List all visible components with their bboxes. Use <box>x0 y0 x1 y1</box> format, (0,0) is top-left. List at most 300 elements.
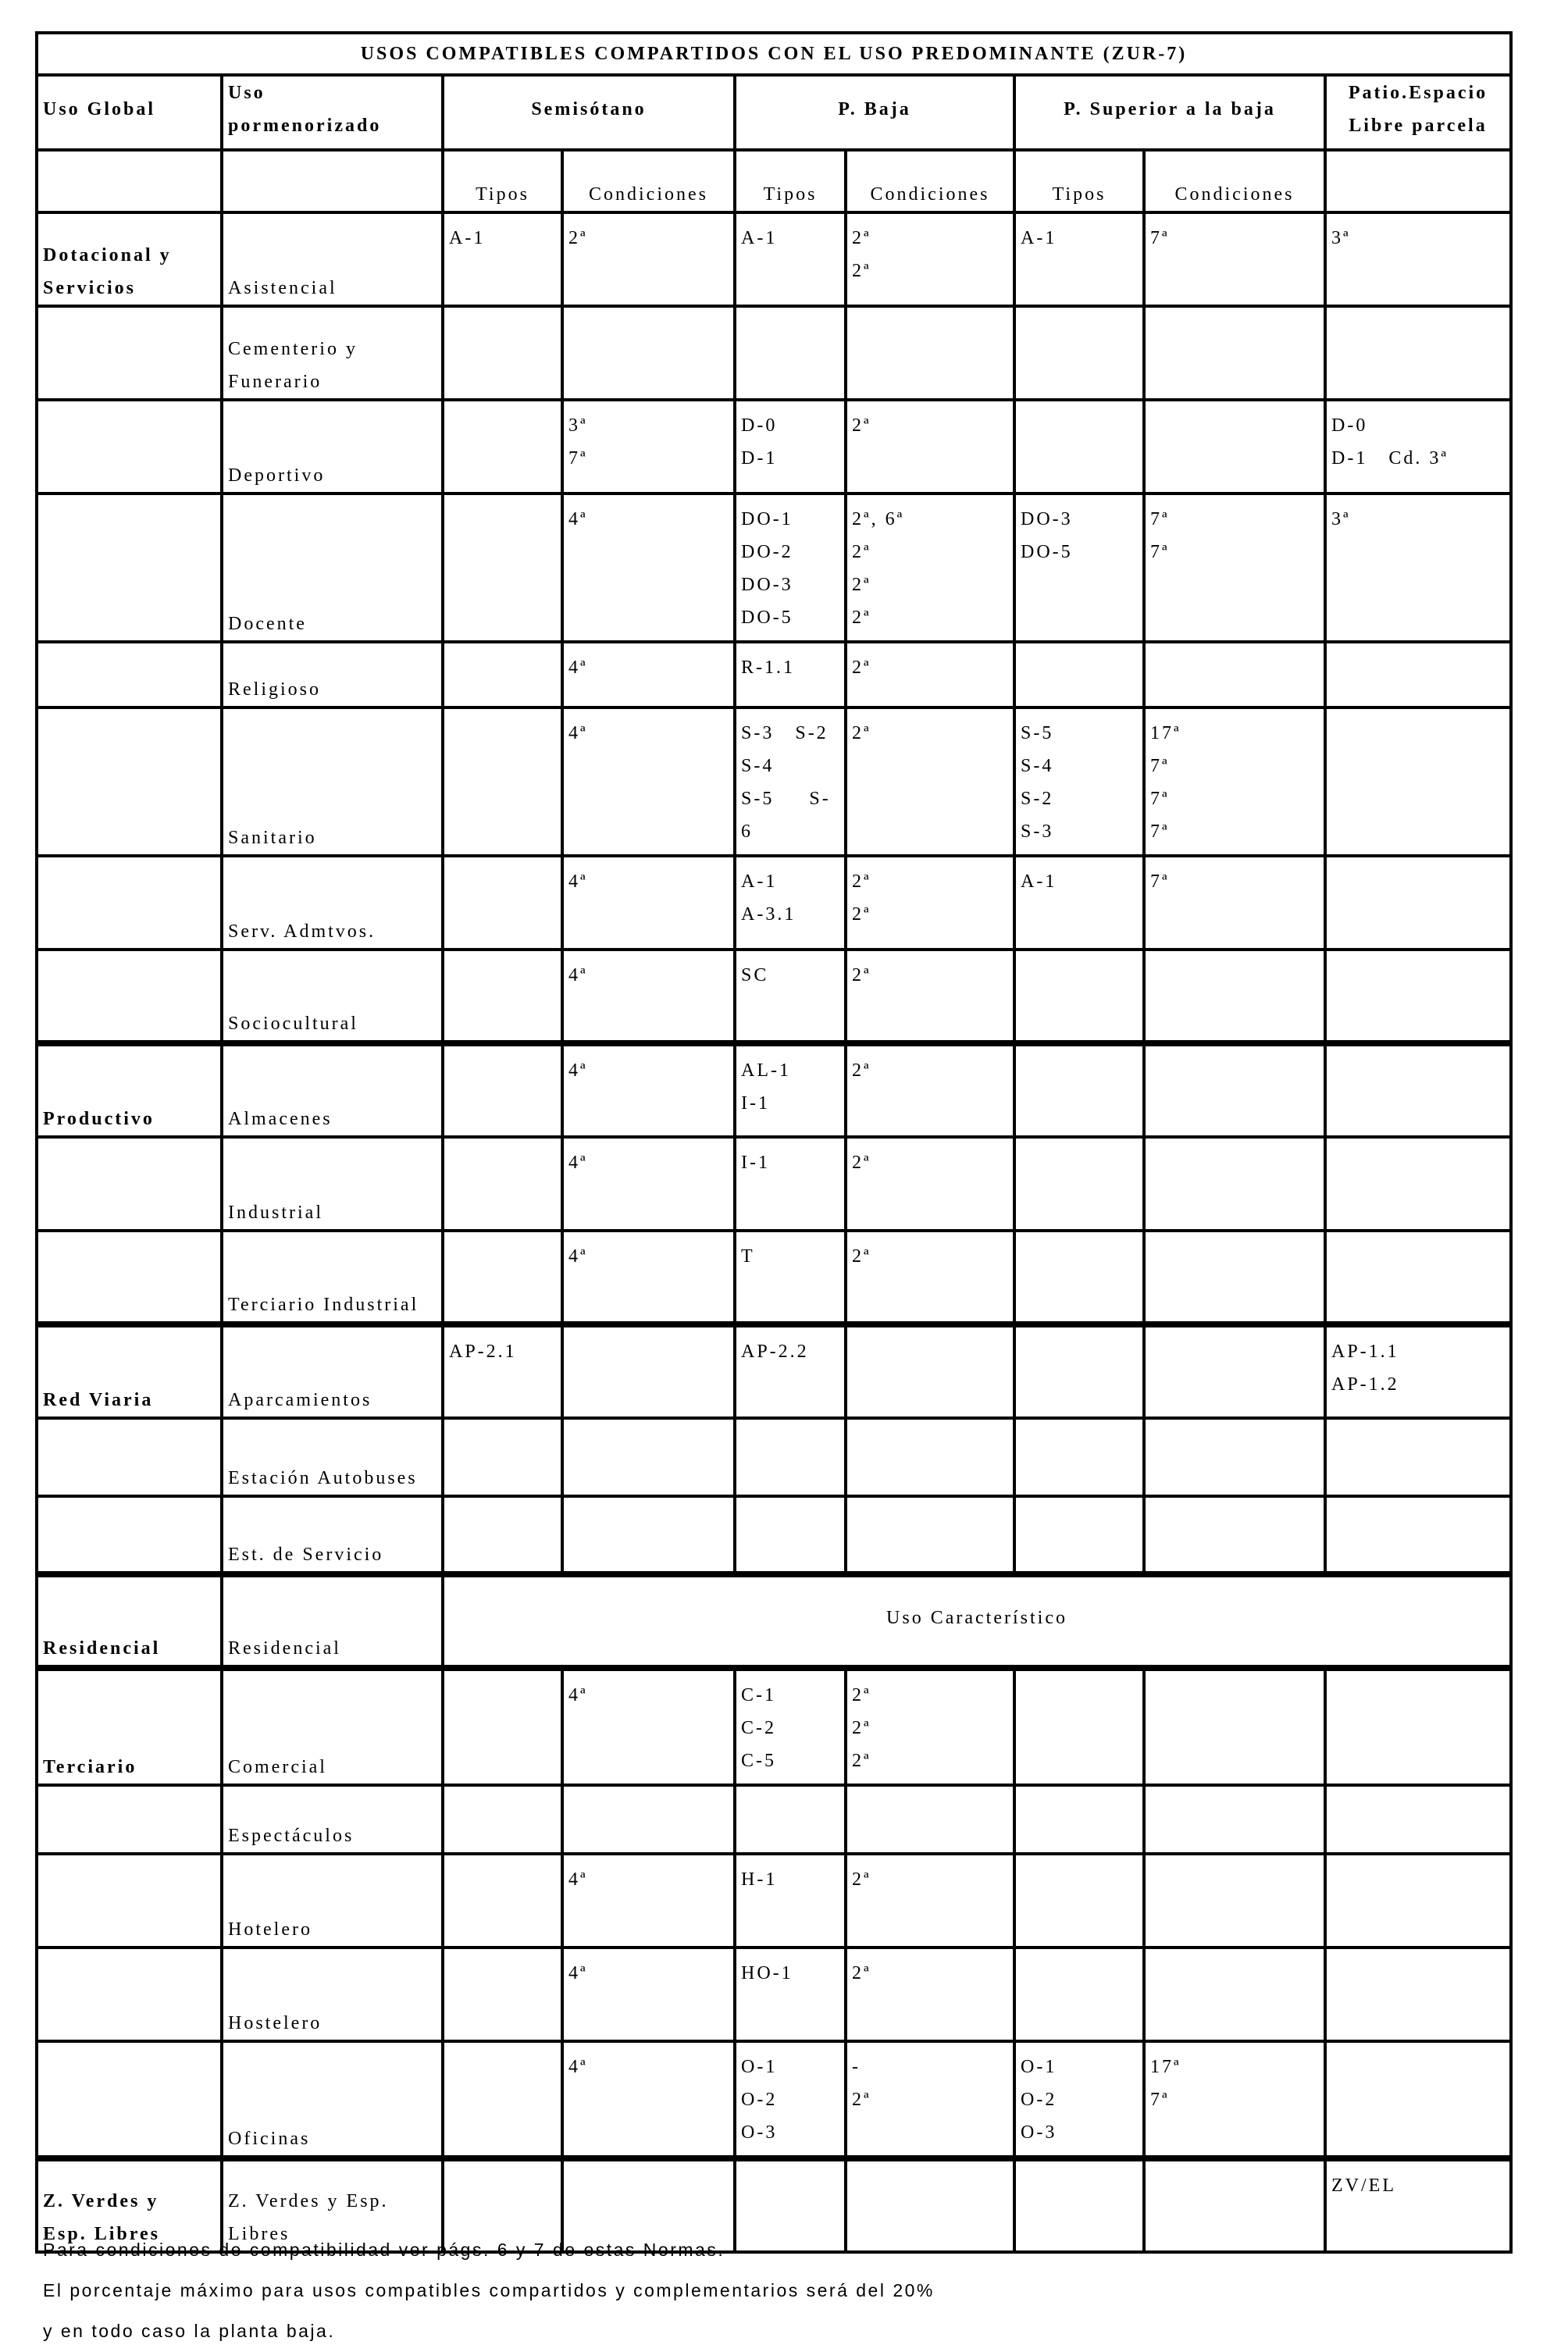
baja-tipos-cell <box>735 400 846 494</box>
table-row <box>37 2041 1511 2158</box>
uso-pormenorizado-cell <box>222 2041 443 2158</box>
semisotano-condiciones-cell <box>562 707 735 856</box>
baja-tipos-cell <box>735 1418 846 1496</box>
header-patio-line: Libre parcela <box>1349 116 1488 136</box>
baja-condiciones-cell-line: 2ª <box>852 723 871 743</box>
uso-global-cell <box>37 707 222 856</box>
superior-condiciones-cell-line: 17ª <box>1150 723 1181 743</box>
superior-tipos-cell <box>1014 1496 1144 1574</box>
baja-tipos-cell-line: C-1 <box>741 1685 776 1705</box>
patio-cell <box>1325 212 1511 306</box>
baja-tipos-cell-line: S-4 <box>741 756 775 776</box>
uso-pormenorizado-cell-line: Funerario <box>228 372 323 392</box>
uso-global-cell-line: Z. Verdes y <box>43 2191 159 2211</box>
superior-tipos-cell-line: O-3 <box>1021 2122 1057 2143</box>
uso-pormenorizado-cell <box>222 1418 443 1496</box>
baja-tipos-cell-line: 6 <box>741 821 753 842</box>
semisotano-condiciones-cell <box>562 1137 735 1231</box>
uso-pormenorizado-cell <box>222 1043 443 1137</box>
baja-tipos-cell-line: S-3 S-2 <box>741 723 829 743</box>
table-row <box>37 1496 1511 1574</box>
semisotano-tipos-cell <box>443 1496 562 1574</box>
superior-condiciones-cell <box>1144 950 1325 1043</box>
baja-condiciones-cell <box>846 1418 1014 1496</box>
uso-global-cell-line: Servicios <box>43 278 136 298</box>
subheader-condiciones: Condiciones <box>1144 150 1325 212</box>
footnote: Para condiciones de compatibilidad ver págs. 6 y 7 de estas Normas. <box>43 2240 725 2260</box>
uso-pormenorizado-cell <box>222 1574 443 1668</box>
patio-cell-line: D-0 <box>1331 415 1368 436</box>
superior-tipos-cell <box>1014 400 1144 494</box>
baja-condiciones-cell-line: 2ª <box>852 965 871 985</box>
semisotano-condiciones-cell-line: 4ª <box>568 1060 588 1081</box>
semisotano-tipos-cell <box>443 1668 562 1785</box>
superior-condiciones-cell <box>1144 400 1325 494</box>
baja-tipos-cell-line: AL-1 <box>741 1060 791 1081</box>
baja-tipos-cell <box>735 1324 846 1418</box>
baja-condiciones-cell <box>846 1231 1014 1324</box>
compatibility-table-sheet <box>35 31 1509 2254</box>
superior-tipos-cell <box>1014 212 1144 306</box>
superior-tipos-cell-line: S-5 <box>1021 723 1054 743</box>
table-row <box>37 494 1511 642</box>
baja-tipos-cell-line: T <box>741 1246 755 1267</box>
semisotano-condiciones-cell <box>562 950 735 1043</box>
uso-pormenorizado-cell <box>222 1324 443 1418</box>
patio-cell <box>1325 1137 1511 1231</box>
superior-tipos-cell <box>1014 306 1144 400</box>
table-row <box>37 707 1511 856</box>
baja-tipos-cell-line: C-5 <box>741 1751 776 1771</box>
uso-pormenorizado-cell-line: Est. de Servicio <box>228 1545 384 1565</box>
semisotano-tipos-cell <box>443 856 562 950</box>
semisotano-condiciones-cell-line: 4ª <box>568 2057 588 2077</box>
superior-condiciones-cell-line: 7ª <box>1150 821 1170 842</box>
uso-global-cell-line: Productivo <box>43 1109 155 1129</box>
patio-cell <box>1325 1043 1511 1137</box>
uso-pormenorizado-cell <box>222 306 443 400</box>
baja-condiciones-cell-line: 2ª <box>852 575 871 595</box>
uso-pormenorizado-cell-line: Aparcamientos <box>228 1390 372 1410</box>
uso-pormenorizado-cell-line: Estación Autobuses <box>228 1468 418 1488</box>
semisotano-tipos-cell <box>443 1231 562 1324</box>
subheader-empty <box>222 150 443 212</box>
superior-tipos-cell <box>1014 707 1144 856</box>
patio-cell <box>1325 1785 1511 1854</box>
superior-tipos-cell-line: S-3 <box>1021 821 1054 842</box>
baja-tipos-cell-line: DO-3 <box>741 575 793 595</box>
table-row <box>37 950 1511 1043</box>
table-row <box>37 856 1511 950</box>
semisotano-condiciones-cell <box>562 642 735 707</box>
superior-condiciones-cell <box>1144 1496 1325 1574</box>
baja-tipos-cell-line: AP-2.2 <box>741 1342 809 1362</box>
baja-tipos-cell-line: DO-5 <box>741 608 793 628</box>
uso-pormenorizado-cell <box>222 642 443 707</box>
semisotano-tipos-cell <box>443 1785 562 1854</box>
uso-pormenorizado-cell <box>222 856 443 950</box>
baja-tipos-cell <box>735 642 846 707</box>
semisotano-condiciones-cell-line: 4ª <box>568 657 588 678</box>
uso-pormenorizado-cell <box>222 494 443 642</box>
baja-condiciones-cell-line: 2ª <box>852 228 871 248</box>
uso-pormenorizado-cell <box>222 1496 443 1574</box>
baja-tipos-cell-line: A-1 <box>741 871 778 892</box>
uso-global-cell <box>37 1231 222 1324</box>
baja-condiciones-cell <box>846 400 1014 494</box>
patio-cell-line: ZV/EL <box>1331 2176 1396 2196</box>
baja-tipos-cell <box>735 1948 846 2041</box>
table-row <box>37 1324 1511 1418</box>
table-row <box>37 400 1511 494</box>
semisotano-condiciones-cell-line: 4ª <box>568 1246 588 1267</box>
baja-condiciones-cell <box>846 1496 1014 1574</box>
semisotano-tipos-cell <box>443 1854 562 1948</box>
superior-tipos-cell <box>1014 950 1144 1043</box>
baja-tipos-cell <box>735 494 846 642</box>
semisotano-tipos-cell <box>443 306 562 400</box>
superior-condiciones-cell-line: 7ª <box>1150 756 1170 776</box>
patio-cell <box>1325 1948 1511 2041</box>
baja-condiciones-cell <box>846 1324 1014 1418</box>
semisotano-condiciones-cell-line: 4ª <box>568 871 588 892</box>
uso-global-cell-line: Terciario <box>43 1757 137 1777</box>
baja-condiciones-cell <box>846 306 1014 400</box>
uso-global-cell <box>37 494 222 642</box>
table-row <box>37 642 1511 707</box>
uso-global-cell <box>37 1324 222 1418</box>
superior-condiciones-cell <box>1144 1043 1325 1137</box>
uso-pormenorizado-cell-line: Cementerio y <box>228 339 358 359</box>
baja-tipos-cell-line: H-1 <box>741 1869 778 1890</box>
baja-condiciones-cell-line: 2ª <box>852 1751 871 1771</box>
superior-tipos-cell <box>1014 856 1144 950</box>
semisotano-tipos-cell <box>443 950 562 1043</box>
superior-condiciones-cell-line: 7ª <box>1150 789 1170 809</box>
uso-pormenorizado-cell <box>222 1785 443 1854</box>
uso-pormenorizado-cell <box>222 400 443 494</box>
baja-condiciones-cell <box>846 1785 1014 1854</box>
uso-global-cell <box>37 1137 222 1231</box>
baja-condiciones-cell-line: 2ª <box>852 2090 871 2110</box>
semisotano-condiciones-cell <box>562 1668 735 1785</box>
baja-condiciones-cell <box>846 212 1014 306</box>
uso-global-cell <box>37 1854 222 1948</box>
superior-condiciones-cell-line: 7ª <box>1150 509 1170 529</box>
baja-condiciones-cell-line: 2ª <box>852 1153 871 1173</box>
baja-tipos-cell <box>735 1137 846 1231</box>
uso-pormenorizado-cell-line: Libres <box>228 2224 290 2244</box>
semisotano-condiciones-cell <box>562 400 735 494</box>
superior-condiciones-cell <box>1144 494 1325 642</box>
superior-tipos-cell-line: O-2 <box>1021 2090 1057 2110</box>
uso-global-cell <box>37 1785 222 1854</box>
header-uso-pormenorizado-line: pormenorizado <box>228 116 382 136</box>
semisotano-condiciones-cell-line: 4ª <box>568 1153 588 1173</box>
table-row <box>37 1574 1511 1668</box>
subheader-tipos: Tipos <box>735 150 846 212</box>
baja-tipos-cell <box>735 1496 846 1574</box>
patio-cell <box>1325 1496 1511 1574</box>
baja-condiciones-cell <box>846 2041 1014 2158</box>
superior-tipos-cell <box>1014 2041 1144 2158</box>
patio-cell-line: AP-1.1 <box>1331 1342 1399 1362</box>
header-semisotano: Semisótano <box>443 75 735 150</box>
compatibility-table <box>35 31 1513 2254</box>
uso-global-cell-line: Esp. Libres <box>43 2224 160 2244</box>
baja-condiciones-cell <box>846 1948 1014 2041</box>
uso-pormenorizado-cell-line: Z. Verdes y Esp. <box>228 2191 389 2211</box>
baja-tipos-cell-line: HO-1 <box>741 1963 793 1983</box>
superior-tipos-cell <box>1014 1785 1144 1854</box>
uso-pormenorizado-cell <box>222 1231 443 1324</box>
semisotano-condiciones-cell-line: 4ª <box>568 965 588 985</box>
uso-pormenorizado-cell-line: Serv. Admtvos. <box>228 921 376 942</box>
patio-cell <box>1325 1854 1511 1948</box>
superior-condiciones-cell <box>1144 1231 1325 1324</box>
baja-tipos-cell <box>735 1668 846 1785</box>
uso-pormenorizado-cell <box>222 950 443 1043</box>
semisotano-condiciones-cell <box>562 2041 735 2158</box>
patio-cell-line: 3ª <box>1331 228 1351 248</box>
baja-tipos-cell <box>735 212 846 306</box>
uso-pormenorizado-cell-line: Docente <box>228 614 307 634</box>
superior-tipos-cell-line: A-1 <box>1021 871 1057 892</box>
baja-tipos-cell <box>735 1785 846 1854</box>
table-row <box>37 1854 1511 1948</box>
header-uso-pormenorizado-line: Uso <box>228 83 265 103</box>
uso-global-cell <box>37 1668 222 1785</box>
baja-condiciones-cell-line: 2ª <box>852 657 871 678</box>
patio-cell <box>1325 707 1511 856</box>
uso-pormenorizado-cell-line: Residencial <box>228 1638 341 1659</box>
uso-global-cell <box>37 306 222 400</box>
semisotano-condiciones-cell-line: 3ª <box>568 415 588 436</box>
uso-pormenorizado-cell-line: Almacenes <box>228 1109 333 1129</box>
baja-tipos-cell <box>735 707 846 856</box>
baja-condiciones-cell <box>846 494 1014 642</box>
semisotano-tipos-cell <box>443 1418 562 1496</box>
uso-global-cell <box>37 400 222 494</box>
uso-global-cell <box>37 642 222 707</box>
baja-tipos-cell-line: D-0 <box>741 415 778 436</box>
semisotano-condiciones-cell-line: 4ª <box>568 1963 588 1983</box>
subheader-empty <box>1325 150 1511 212</box>
semisotano-tipos-cell <box>443 1948 562 2041</box>
uso-global-cell-line: Dotacional y <box>43 245 172 265</box>
table-row <box>37 1137 1511 1231</box>
baja-condiciones-cell-line: 2ª <box>852 1963 871 1983</box>
header-patio-espacio-libre <box>1325 75 1511 150</box>
semisotano-tipos-cell <box>443 1324 562 1418</box>
table-row <box>37 306 1511 400</box>
semisotano-condiciones-cell-line: 4ª <box>568 723 588 743</box>
semisotano-condiciones-cell <box>562 1418 735 1496</box>
superior-condiciones-cell-line: 7ª <box>1150 871 1170 892</box>
superior-tipos-cell <box>1014 1948 1144 2041</box>
uso-caracteristico-cell: Uso Característico <box>443 1574 1511 1668</box>
header-planta-superior: P. Superior a la baja <box>1014 75 1325 150</box>
header-uso-global: Uso Global <box>37 75 222 150</box>
baja-condiciones-cell <box>846 1668 1014 1785</box>
baja-condiciones-cell-line: 2ª <box>852 261 871 281</box>
superior-condiciones-cell <box>1144 212 1325 306</box>
uso-pormenorizado-cell-line: Terciario Industrial <box>228 1295 419 1315</box>
uso-global-cell <box>37 2041 222 2158</box>
superior-condiciones-cell <box>1144 1324 1325 1418</box>
superior-condiciones-cell-line: 7ª <box>1150 228 1170 248</box>
subheader-condiciones: Condiciones <box>562 150 735 212</box>
baja-tipos-cell <box>735 1231 846 1324</box>
semisotano-condiciones-cell <box>562 494 735 642</box>
baja-condiciones-cell-line: 2ª <box>852 1718 871 1738</box>
semisotano-tipos-cell <box>443 400 562 494</box>
superior-condiciones-cell <box>1144 1948 1325 2041</box>
uso-pormenorizado-cell <box>222 1854 443 1948</box>
uso-pormenorizado-cell-line: Religioso <box>228 679 322 700</box>
superior-tipos-cell <box>1014 1231 1144 1324</box>
patio-cell <box>1325 856 1511 950</box>
footnote: El porcentaje máximo para usos compatibles compartidos y complementarios será del 20% <box>43 2280 935 2300</box>
superior-tipos-cell <box>1014 1137 1144 1231</box>
header-uso-pormenorizado <box>222 75 443 150</box>
semisotano-condiciones-cell <box>562 1496 735 1574</box>
patio-cell <box>1325 306 1511 400</box>
baja-tipos-cell-line: O-2 <box>741 2090 778 2110</box>
superior-condiciones-cell <box>1144 856 1325 950</box>
baja-tipos-cell-line: O-3 <box>741 2122 778 2143</box>
uso-global-cell <box>37 212 222 306</box>
subheader-empty <box>37 150 222 212</box>
patio-cell-line: D-1 Cd. 3ª <box>1331 448 1449 469</box>
baja-tipos-cell-line: S-5 S- <box>741 789 831 809</box>
semisotano-condiciones-cell <box>562 1043 735 1137</box>
baja-tipos-cell-line: I-1 <box>741 1153 770 1173</box>
baja-tipos-cell <box>735 950 846 1043</box>
superior-tipos-cell <box>1014 1418 1144 1496</box>
uso-pormenorizado-cell-line: Hotelero <box>228 1919 312 1940</box>
table-row <box>37 1948 1511 2041</box>
uso-pormenorizado-cell-line: Industrial <box>228 1203 323 1223</box>
semisotano-tipos-cell <box>443 212 562 306</box>
semisotano-tipos-cell <box>443 1043 562 1137</box>
superior-tipos-cell-line: DO-5 <box>1021 542 1073 562</box>
superior-tipos-cell <box>1014 642 1144 707</box>
patio-cell <box>1325 494 1511 642</box>
superior-tipos-cell <box>1014 1324 1144 1418</box>
baja-condiciones-cell-line: 2ª <box>852 904 871 925</box>
uso-global-cell <box>37 856 222 950</box>
baja-condiciones-cell-line: 2ª <box>852 1685 871 1705</box>
baja-tipos-cell-line: SC <box>741 965 769 985</box>
header-planta-baja: P. Baja <box>735 75 1014 150</box>
patio-cell-line: AP-1.2 <box>1331 1374 1399 1395</box>
table-row <box>37 1668 1511 1785</box>
superior-condiciones-cell-line: 7ª <box>1150 542 1170 562</box>
table-row <box>37 212 1511 306</box>
superior-tipos-cell <box>1014 1668 1144 1785</box>
superior-tipos-cell <box>1014 1854 1144 1948</box>
superior-condiciones-cell <box>1144 2041 1325 2158</box>
baja-tipos-cell <box>735 2041 846 2158</box>
superior-condiciones-cell <box>1144 1668 1325 1785</box>
baja-condiciones-cell <box>846 856 1014 950</box>
baja-tipos-cell-line: A-3.1 <box>741 904 796 925</box>
patio-cell <box>1325 950 1511 1043</box>
uso-pormenorizado-cell <box>222 212 443 306</box>
uso-global-cell <box>37 1043 222 1137</box>
table-row <box>37 1785 1511 1854</box>
uso-pormenorizado-cell-line: Comercial <box>228 1757 327 1777</box>
uso-global-cell-line: Residencial <box>43 1638 161 1659</box>
baja-condiciones-cell-line: 2ª <box>852 1060 871 1081</box>
baja-condiciones-cell-line: 2ª <box>852 542 871 562</box>
baja-tipos-cell-line: A-1 <box>741 228 778 248</box>
semisotano-tipos-cell <box>443 1137 562 1231</box>
superior-tipos-cell-line: S-4 <box>1021 756 1054 776</box>
uso-pormenorizado-cell <box>222 1668 443 1785</box>
uso-global-cell <box>37 1574 222 1668</box>
uso-pormenorizado-cell <box>222 707 443 856</box>
semisotano-condiciones-cell <box>562 1854 735 1948</box>
semisotano-tipos-cell-line: AP-2.1 <box>449 1342 517 1362</box>
semisotano-condiciones-cell <box>562 1324 735 1418</box>
baja-condiciones-cell <box>846 1137 1014 1231</box>
semisotano-condiciones-cell-line: 4ª <box>568 1685 588 1705</box>
baja-tipos-cell <box>735 306 846 400</box>
baja-tipos-cell-line: R-1.1 <box>741 657 795 678</box>
baja-tipos-cell <box>735 1854 846 1948</box>
superior-tipos-cell-line: DO-3 <box>1021 509 1073 529</box>
semisotano-condiciones-cell-line: 7ª <box>568 448 588 469</box>
baja-tipos-cell-line: DO-1 <box>741 509 793 529</box>
baja-condiciones-cell <box>846 642 1014 707</box>
subheader-tipos: Tipos <box>1014 150 1144 212</box>
uso-pormenorizado-cell-line: Oficinas <box>228 2129 311 2149</box>
uso-pormenorizado-cell-line: Sanitario <box>228 828 317 848</box>
table-row <box>37 1231 1511 1324</box>
superior-tipos-cell <box>1014 494 1144 642</box>
uso-pormenorizado-cell-line: Espectáculos <box>228 1826 355 1846</box>
superior-condiciones-cell <box>1144 306 1325 400</box>
superior-condiciones-cell <box>1144 707 1325 856</box>
semisotano-condiciones-cell-line: 4ª <box>568 1869 588 1890</box>
baja-condiciones-cell <box>846 950 1014 1043</box>
uso-pormenorizado-cell-line: Asistencial <box>228 278 337 298</box>
semisotano-tipos-cell-line: A-1 <box>449 228 486 248</box>
baja-condiciones-cell-line: 2ª <box>852 871 871 892</box>
superior-condiciones-cell <box>1144 1418 1325 1496</box>
uso-global-cell <box>37 1948 222 2041</box>
semisotano-condiciones-cell-line: 4ª <box>568 509 588 529</box>
baja-condiciones-cell-line: 2ª <box>852 608 871 628</box>
uso-global-cell-line: Red Viaria <box>43 1390 154 1410</box>
baja-tipos-cell <box>735 1043 846 1137</box>
patio-cell <box>1325 400 1511 494</box>
superior-condiciones-cell <box>1144 642 1325 707</box>
uso-global-cell <box>37 1418 222 1496</box>
semisotano-condiciones-cell <box>562 1948 735 2041</box>
semisotano-tipos-cell <box>443 707 562 856</box>
baja-condiciones-cell-line: 2ª <box>852 415 871 436</box>
baja-tipos-cell-line: I-1 <box>741 1093 770 1114</box>
patio-cell <box>1325 1231 1511 1324</box>
superior-tipos-cell-line: O-1 <box>1021 2057 1057 2077</box>
table-row <box>37 1043 1511 1137</box>
baja-tipos-cell-line: O-1 <box>741 2057 778 2077</box>
baja-condiciones-cell <box>846 1043 1014 1137</box>
superior-tipos-cell-line: S-2 <box>1021 789 1054 809</box>
